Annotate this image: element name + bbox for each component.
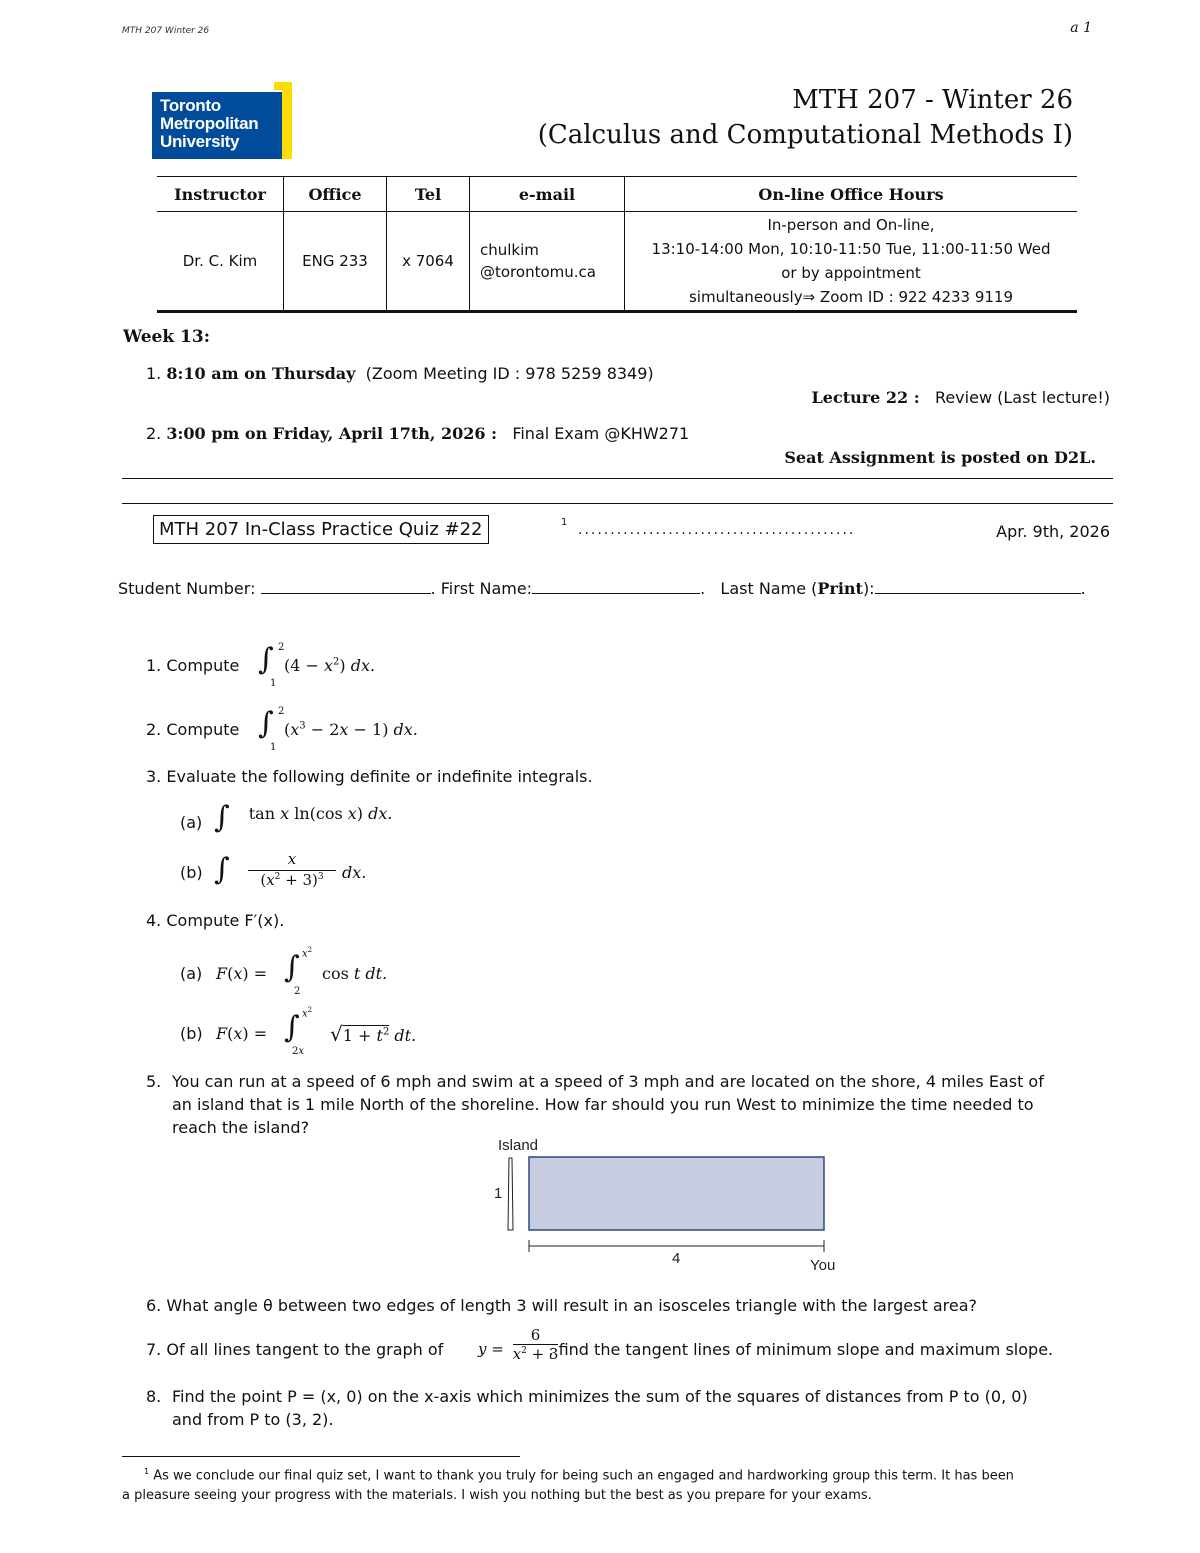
- last-name-label-pre: Last Name (: [720, 579, 818, 598]
- q2-math: ∫ 2 1 $(x^3 - 2x - 1)$ dx.: [258, 706, 418, 753]
- first-name-label: First Name:: [440, 579, 533, 598]
- week-item-1-time: 8:10 am on Thursday: [166, 364, 356, 383]
- week-item-2-exam: Final Exam @KHW271: [512, 424, 690, 443]
- q4-num: 4.: [146, 911, 162, 930]
- lecture-topic: Review (Last lecture!): [934, 388, 1110, 407]
- divider-2: [122, 503, 1113, 504]
- question-2: [146, 720, 239, 739]
- course-title: MTH 207 - Winter 26: [792, 85, 1073, 115]
- q2-text: Compute: [166, 720, 240, 739]
- last-name-field[interactable]: [875, 579, 1081, 594]
- q3b-label: (b): [180, 863, 203, 882]
- office-room: ENG 233: [284, 212, 387, 312]
- q7-function: y = $\frac{6}{x^2 + 3}$: [478, 1326, 559, 1363]
- q4a-math: ∫ $x^2$ 2 cos t dt.: [284, 946, 388, 997]
- footnote-line-1: As we conclude our final quiz set, I want to thank you truly for being such an engaged and hardworking group this term. It has been: [153, 1468, 1014, 1484]
- email-line-2: @torontomu.ca: [480, 263, 596, 281]
- logo-line-3: University: [160, 132, 240, 151]
- week-heading: Week 13:: [123, 327, 210, 347]
- q2-num: 2.: [146, 720, 162, 739]
- q6-text: What angle θ between two edges of length 3 will result in an isosceles triangle with the largest area?: [166, 1296, 978, 1315]
- header-tel: Tel: [387, 177, 470, 212]
- q3-text: Evaluate the following definite or indefinite integrals.: [166, 767, 593, 786]
- island-diagram: [488, 1132, 848, 1278]
- quiz-title: MTH 207 In-Class Practice Quiz #22: [159, 519, 483, 540]
- week-item-1-num: 1.: [146, 364, 162, 383]
- label-height: 1: [494, 1185, 503, 1202]
- course-subtitle: (Calculus and Computational Methods I): [537, 120, 1073, 150]
- footnote-line-2: a pleasure seeing your progress with the materials. I wish you nothing but the best as you prepare for your exams.: [122, 1488, 872, 1504]
- question-3: [146, 767, 593, 786]
- hours-line-1: In-person and On-line,: [767, 216, 935, 234]
- email-cell: [470, 212, 625, 312]
- q5-num: 5.: [146, 1072, 162, 1091]
- q3a-label: (a): [180, 813, 203, 832]
- quiz-footnote-mark: 1: [561, 517, 568, 528]
- footnote: [122, 1462, 1112, 1506]
- q4a-fx: F(x) =: [216, 964, 268, 983]
- q7-text-pre: Of all lines tangent to the graph of: [166, 1340, 444, 1359]
- week-item-1-zoom: (Zoom Meeting ID : 978 5259 8349): [365, 364, 654, 383]
- first-name-field[interactable]: [532, 579, 700, 594]
- quiz-title-box: [153, 515, 489, 544]
- footnote-rule: [122, 1456, 520, 1457]
- label-width: 4: [672, 1250, 681, 1267]
- hours-line-3: or by appointment: [781, 264, 921, 282]
- tel-ext: x 7064: [387, 212, 470, 312]
- instructor-name: Dr. C. Kim: [157, 212, 284, 312]
- q8-num: 8.: [146, 1387, 162, 1406]
- last-name-label-bold: Print: [817, 579, 863, 598]
- label-island: Island: [498, 1137, 539, 1154]
- q1-math: ∫ 2 1 $(4 - x^2)$ dx.: [258, 642, 376, 689]
- question-6: [146, 1296, 977, 1315]
- q6-num: 6.: [146, 1296, 162, 1315]
- week-item-2-time: 3:00 pm on Friday, April 17th, 2026 :: [166, 424, 498, 443]
- hours-line-4: simultaneously⇒ Zoom ID : 922 4233 9119: [688, 288, 1014, 306]
- header-email: e-mail: [470, 177, 625, 212]
- question-4: [146, 911, 284, 930]
- q4a-label: (a): [180, 964, 203, 983]
- running-header-left: MTH 207 Winter 26: [122, 26, 210, 36]
- q3b-math: ∫ x $(x^2 + 3)^3$ dx.: [214, 850, 367, 889]
- last-name-label-post: ):: [862, 579, 875, 598]
- q4b-math: ∫ $x^2$ 2x $√1 + t^2$ dt.: [284, 1006, 417, 1057]
- student-number-label: Student Number:: [118, 579, 256, 598]
- email-line-1: chulkim: [480, 241, 539, 259]
- q4b-label: (b): [180, 1024, 203, 1043]
- q5-line-3: reach the island?: [172, 1118, 310, 1137]
- hours-line-2: 13:10-14:00 Mon, 10:10-11:50 Tue, 11:00-11:50 Wed: [651, 240, 1051, 258]
- q1-text: Compute: [166, 656, 240, 675]
- q1-num: 1.: [146, 656, 162, 675]
- divider-1: [122, 478, 1113, 479]
- quiz-date: Apr. 9th, 2026: [996, 522, 1110, 541]
- week-item-1: [146, 364, 654, 383]
- swim-region: [529, 1157, 824, 1230]
- q7-text-post: , find the tangent lines of minimum slope and maximum slope.: [548, 1340, 1054, 1359]
- label-you: You: [810, 1257, 836, 1274]
- office-hours-cell: [625, 212, 1078, 312]
- lecture-line: [812, 388, 1110, 407]
- q3a-math: ∫ tan x ln(cos x) dx.: [214, 800, 393, 835]
- q4b-fx: F(x) =: [216, 1024, 268, 1043]
- week-item-2-num: 2.: [146, 424, 162, 443]
- q8-line-1: Find the point P = (x, 0) on the x-axis which minimizes the sum of the squares of distances from P to (0, 0): [172, 1387, 1028, 1406]
- header-office-hours: On-line Office Hours: [625, 177, 1078, 212]
- student-number-field[interactable]: [261, 579, 431, 594]
- footnote-mark: 1: [144, 1467, 150, 1476]
- q3-num: 3.: [146, 767, 162, 786]
- header-office: Office: [284, 177, 387, 212]
- question-1: [146, 656, 239, 675]
- logo-line-1: Toronto: [160, 96, 221, 115]
- student-fields: Student Number: . First Name: . Last Name (Print): .: [118, 579, 1086, 598]
- header-instructor: Instructor: [157, 177, 284, 212]
- q4-text: Compute F′(x).: [166, 911, 285, 930]
- question-7: [146, 1340, 1053, 1359]
- question-5: [146, 1070, 1044, 1139]
- question-8: [146, 1385, 1028, 1431]
- q5-line-2: an island that is 1 mile North of the shoreline. How far should you run West to minimize the time needed to: [172, 1095, 1034, 1114]
- week-item-2: [146, 424, 689, 443]
- seat-assignment: Seat Assignment is posted on D2L.: [784, 448, 1096, 467]
- logo-line-2: Metropolitan: [160, 114, 259, 133]
- lecture-label: Lecture 22 :: [811, 388, 920, 407]
- height-bracket: [508, 1158, 513, 1230]
- university-logo: [152, 82, 292, 159]
- running-header-right: a 1: [1070, 20, 1092, 36]
- quiz-dots: ...........................................: [578, 522, 856, 538]
- q8-line-2: and from P to (3, 2).: [172, 1410, 334, 1429]
- instructor-info-table: [157, 176, 1077, 313]
- q5-line-1: You can run at a speed of 6 mph and swim at a speed of 3 mph and are located on the shore, 4 miles East of: [172, 1072, 1044, 1091]
- q7-num: 7.: [146, 1340, 162, 1359]
